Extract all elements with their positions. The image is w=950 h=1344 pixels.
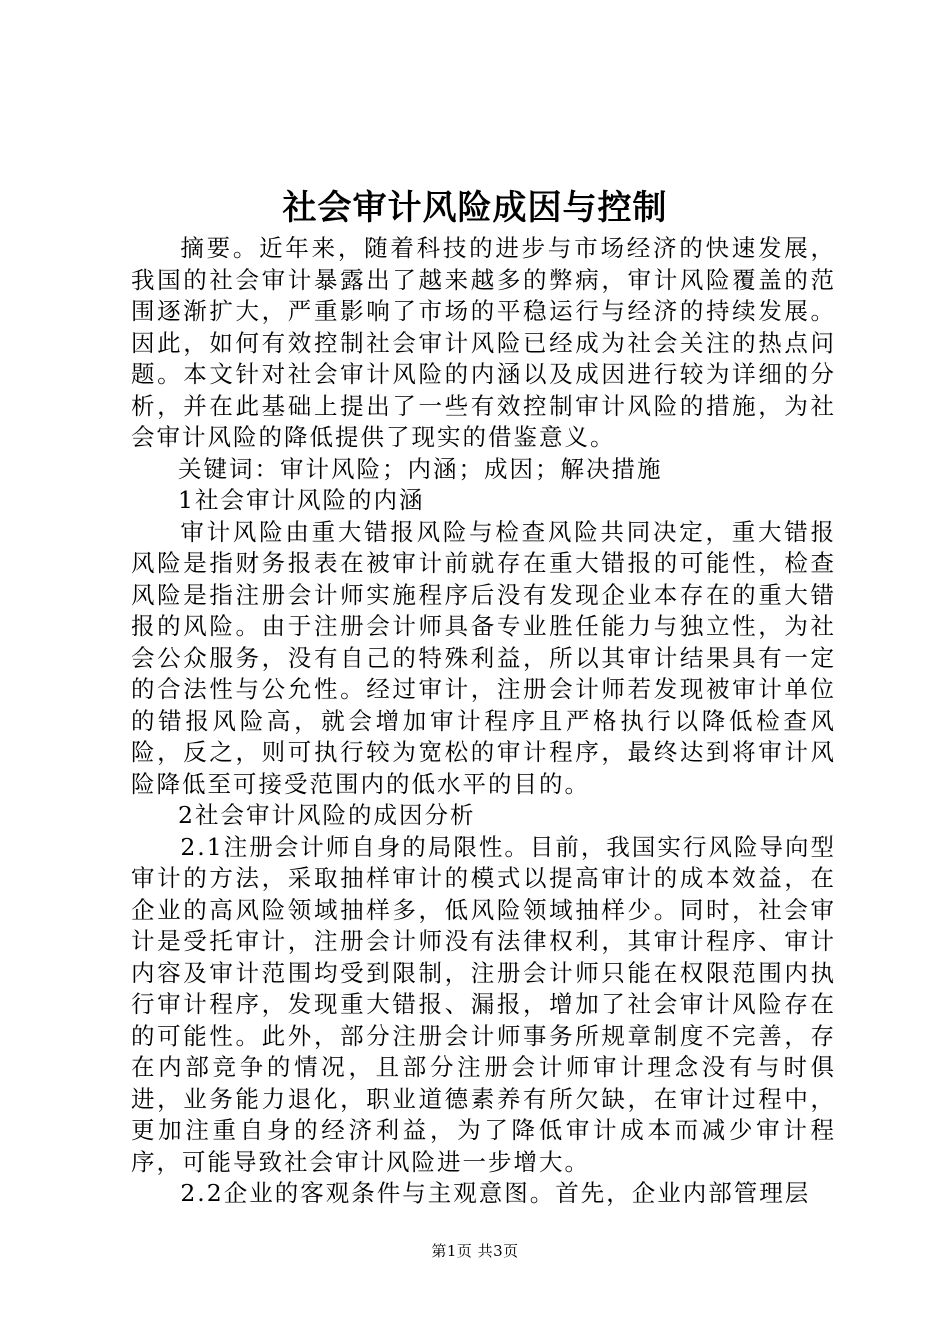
keywords-line: 关键词：审计风险；内涵；成因；解决措施 — [178, 454, 663, 483]
section-2-2-paragraph: 2.2企业的客观条件与主观意图。首先，企业内部管理层 — [180, 1179, 811, 1207]
section-2-1-paragraph: 2.1注册会计师自身的局限性。目前，我国实行风险导向型审计的方法，采取抽样审计的模式以提高审计的成本效益，在企业的高风险领域抽样多，低风险领域抽样少。同时，社会审计是受托审计，注册会计师没有法律权利，其审计程序、审计内容及审计范围均受到限制，注册会计师只能在权限范围内执行审计程序，发现重大错报、漏报，增加了社会审计风险存在的可能性。此外，部分注册会计师事务所规章制度不完善，存在内部竞争的情况，且部分注册会计师审计理念没有与时俱进，业务能力退化，职业道德素养有所欠缺，在审计过程中，更加注重自身的经济利益，为了降低审计成本而减少审计程序，可能导致社会审计风险进一步增大。 — [131, 832, 836, 1176]
abstract-paragraph: 摘要。近年来，随着科技的进步与市场经济的快速发展，我国的社会审计暴露出了越来越多的弊病，审计风险覆盖的范围逐渐扩大，严重影响了市场的平稳运行与经济的持续发展。因此，如何有效控制社会审计风险已经成为社会关注的热点问题。本文针对社会审计风险的内涵以及成因进行较为详细的分析，并在此基础上提出了一些有效控制审计风险的措施，为社会审计风险的降低提供了现实的借鉴意义。 — [131, 234, 836, 451]
section-heading-1: 1社会审计风险的内涵 — [178, 486, 425, 514]
section-heading-2: 2社会审计风险的成因分析 — [178, 801, 476, 829]
document-title: 社会审计风险成因与控制 — [282, 188, 668, 228]
page-number-footer: 第1页 共3页 — [431, 1242, 519, 1260]
document-body — [131, 233, 836, 1210]
section-1-paragraph: 审计风险由重大错报风险与检查风险共同决定，重大错报风险是指财务报表在被审计前就存在重大错报的可能性，检查风险是指注册会计师实施程序后没有发现企业本存在的重大错报的风险。由于注册会计师具备专业胜任能力与独立性，为社会公众服务，没有自己的特殊利益，所以其审计结果具有一定的合法性与公允性。经过审计，注册会计师若发现被审计单位的错报风险高，就会增加审计程序且严格执行以降低检查风险，反之，则可执行较为宽松的审计程序，最终达到将审计风险降低至可接受范围内的低水平的目的。 — [131, 517, 836, 798]
